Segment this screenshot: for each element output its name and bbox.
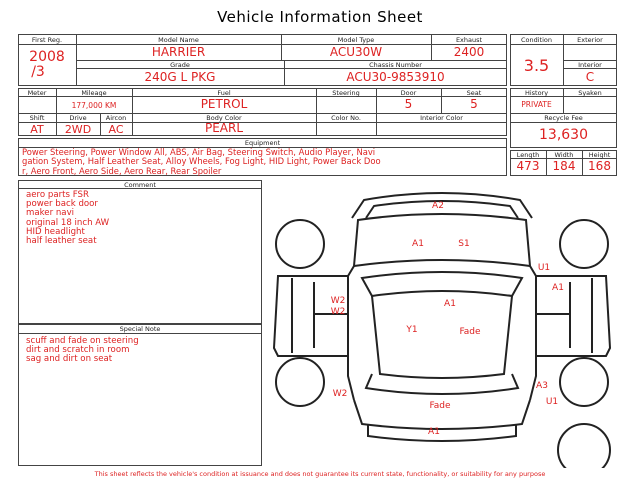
wheel-rear-right <box>560 358 608 406</box>
fuel-value: PETROL <box>200 97 248 111</box>
history-label: History <box>524 89 549 97</box>
steering-label: Steering <box>332 89 360 97</box>
left-body <box>348 266 354 400</box>
model-type-value: ACU30W <box>329 45 383 59</box>
condition-label: Condition <box>520 36 553 44</box>
spare-wheel-bottom <box>558 424 610 468</box>
height-value: 168 <box>588 159 611 173</box>
damage-mark: U1 <box>537 263 551 273</box>
body-color-value: PEARL <box>204 121 244 135</box>
mileage-label: Mileage <box>81 89 107 97</box>
recycle-fee-value: 13,630 <box>539 127 588 143</box>
door-label: Door <box>400 89 417 97</box>
damage-mark: Fade <box>459 327 481 337</box>
seat-value: 5 <box>470 97 478 111</box>
aircon-value: AC <box>108 123 124 136</box>
length-value: 473 <box>516 159 540 173</box>
equipment-label: Equipment <box>244 139 281 147</box>
damage-mark: Fade <box>429 401 451 411</box>
damage-mark: A1 <box>428 427 440 437</box>
comment-line: HID headlight <box>26 226 85 237</box>
damage-mark: U1 <box>545 397 559 407</box>
damage-mark: A1 <box>412 239 424 249</box>
recycle-fee-label: Recycle Fee <box>544 114 583 122</box>
exterior-label: Exterior <box>577 36 603 44</box>
car-damage-diagram <box>262 178 622 468</box>
right-body <box>530 266 536 400</box>
syaken-label: Syaken <box>578 89 602 97</box>
comment-line: original 18 inch AW <box>26 217 110 228</box>
chassis-number-label: Chassis Number <box>369 61 422 69</box>
drive-label: Drive <box>69 114 87 122</box>
exhaust-value: 2400 <box>453 45 485 59</box>
hood-outline <box>354 214 530 266</box>
history-value: PRIVATE <box>521 100 552 109</box>
shift-label: Shift <box>29 114 45 122</box>
sheet-title: Vehicle Information Sheet <box>217 8 423 26</box>
meter-label: Meter <box>27 89 47 97</box>
comment-label: Comment <box>124 181 156 189</box>
body-color-label: Body Color <box>206 114 242 122</box>
model-name-value: HARRIER <box>151 45 206 59</box>
door-value: 5 <box>404 97 413 111</box>
damage-mark: W2 <box>332 389 348 399</box>
windshield <box>362 272 522 296</box>
equipment-line: gation System, Half Leather Seat, Alloy Wheels, Fog Light, HID Light, Power Back Doo <box>22 156 381 167</box>
width-value: 184 <box>552 159 576 173</box>
damage-mark: S1 <box>458 239 470 249</box>
first-reg-year: 2008 <box>29 49 65 65</box>
wheel-front-right <box>560 220 608 268</box>
interior-color-label: Interior Color <box>420 114 463 122</box>
fuel-label: Fuel <box>217 89 231 97</box>
model-name-label: Model Name <box>158 36 199 44</box>
special-note-label: Special Note <box>119 325 161 333</box>
damage-mark: A2 <box>432 201 444 211</box>
special-note-line: sag and dirt on seat <box>26 354 113 365</box>
comment-list <box>26 191 109 246</box>
first-reg-label: First Reg. <box>31 36 63 44</box>
width-label: Width <box>554 151 574 159</box>
footer-disclaimer: This sheet reflects the vehicle's condition at issuance and does not guarantee its current state, functionality, or suitability for any purpose <box>94 470 546 478</box>
damage-mark: A1 <box>444 299 456 309</box>
condition-value: 3.5 <box>523 56 550 75</box>
seat-label: Seat <box>466 89 482 97</box>
wheel-rear-left <box>276 358 324 406</box>
model-type-label: Model Type <box>337 36 375 44</box>
aircon-label: Aircon <box>105 114 127 122</box>
grade-value: 240G L PKG <box>144 70 216 84</box>
interior-value: C <box>585 70 595 84</box>
grade-label: Grade <box>170 61 190 69</box>
equipment-text <box>22 148 381 176</box>
comment-line: half leather seat <box>26 236 97 247</box>
damage-mark: A3 <box>536 381 548 391</box>
damage-mark: Y1 <box>406 325 418 335</box>
equipment-line: r, Aero Front, Aero Side, Aero Rear, Rear Spoiler <box>22 165 222 176</box>
color-no-label: Color No. <box>331 114 361 122</box>
roof <box>372 296 512 378</box>
comment-line: aero parts FSR <box>26 190 89 200</box>
equipment-line: Power Steering, Power Window All, ABS, Air Bag, Steering Switch, Audio Player, Navi <box>22 147 376 157</box>
special-note-list <box>26 337 139 365</box>
special-note-line: scuff and fade on steering <box>26 336 139 346</box>
wheel-front-left <box>276 220 324 268</box>
drive-value: 2WD <box>64 123 92 136</box>
damage-mark: A1 <box>552 283 564 293</box>
comment-line: maker navi <box>26 208 75 219</box>
special-note-line: dirt and scratch in room <box>26 345 130 356</box>
length-label: Length <box>516 151 540 159</box>
damage-mark: W2 <box>330 307 346 317</box>
comment-line: power back door <box>26 199 98 210</box>
shift-value: AT <box>30 123 44 136</box>
interior-label: Interior <box>578 61 602 69</box>
mileage-value: 177,000 KM <box>71 101 117 110</box>
chassis-number-value: ACU30-9853910 <box>346 70 445 84</box>
height-label: Height <box>588 151 611 159</box>
exhaust-label: Exhaust <box>455 36 483 44</box>
damage-mark: W2 <box>330 296 346 306</box>
first-reg-month: /3 <box>31 64 45 80</box>
